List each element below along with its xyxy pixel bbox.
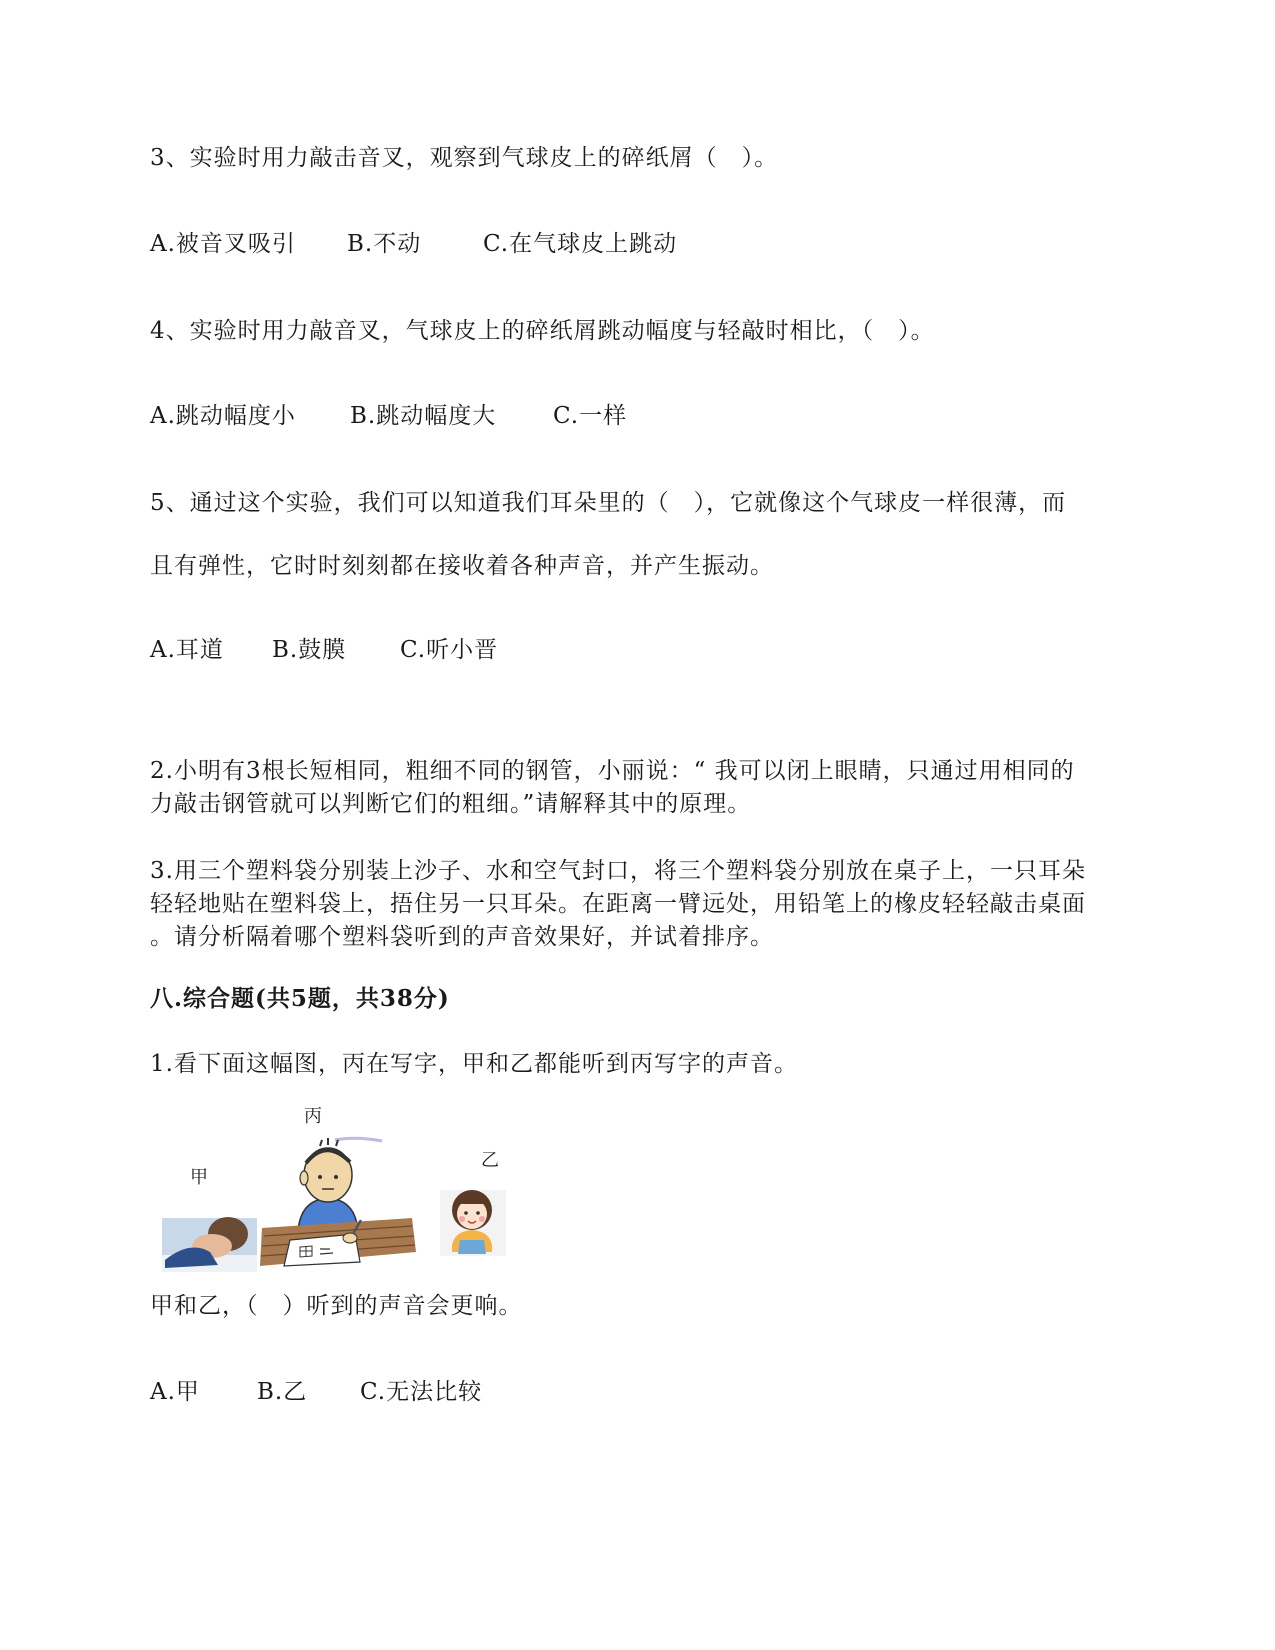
figure-label-bing: 丙 bbox=[304, 1106, 322, 1127]
q4-stem: 4、实验时用力敲音叉，气球皮上的碎纸屑跳动幅度与轻敲时相比，（ ）。 bbox=[150, 318, 935, 344]
person-yi-image bbox=[440, 1190, 506, 1256]
figure-label-yi: 乙 bbox=[481, 1150, 499, 1171]
section-heading: 八.综合题(共5题，共38分) bbox=[150, 985, 450, 1012]
q3-stem: 3、实验时用力敲击音叉，观察到气球皮上的碎纸屑（ ）。 bbox=[150, 145, 779, 171]
q4-option-c: C.一样 bbox=[553, 403, 628, 429]
q5-stem-line1: 5、通过这个实验，我们可以知道我们耳朵里的（ ），它就像这个气球皮一样很薄，而 bbox=[150, 490, 1067, 516]
section8-q1-stem: 1.看下面这幅图，丙在写字，甲和乙都能听到丙写字的声音。 bbox=[150, 1051, 798, 1077]
q5-stem-line2: 且有弹性，它时时刻刻都在接收着各种声音，并产生振动。 bbox=[150, 553, 774, 579]
q3-option-a: A.被音叉吸引 bbox=[150, 231, 296, 257]
q5-option-b: B.鼓膜 bbox=[272, 637, 347, 663]
short-answer-2-line2: 力敲击钢管就可以判断它们的粗细。”请解释其中的原理。 bbox=[150, 791, 752, 817]
q5-option-a: A.耳道 bbox=[150, 637, 224, 663]
short-answer-3-line1: 3.用三个塑料袋分别装上沙子、水和空气封口，将三个塑料袋分别放在桌子上，一只耳朵 bbox=[150, 858, 1086, 884]
short-answer-3-line3: 。请分析隔着哪个塑料袋听到的声音效果好，并试着排序。 bbox=[150, 924, 774, 950]
person-bing-image bbox=[260, 1138, 416, 1266]
q3-option-c: C.在气球皮上跳动 bbox=[483, 231, 678, 257]
section8-q1-option-a: A.甲 bbox=[150, 1379, 200, 1405]
q4-option-b: B.跳动幅度大 bbox=[350, 403, 497, 429]
section8-q1-option-c: C.无法比较 bbox=[360, 1379, 483, 1405]
q5-option-c: C.听小晋 bbox=[400, 637, 499, 663]
q3-option-b: B.不动 bbox=[347, 231, 422, 257]
section8-q1-sub: 甲和乙，（ ）听到的声音会更响。 bbox=[150, 1293, 523, 1319]
section8-q1-option-b: B.乙 bbox=[257, 1379, 308, 1405]
person-jia-image bbox=[162, 1217, 257, 1272]
q4-option-a: A.跳动幅度小 bbox=[150, 403, 296, 429]
short-answer-2-line1: 2.小明有3根长短相同，粗细不同的钢管，小丽说：“ 我可以闭上眼睛，只通过用相同的 bbox=[150, 758, 1075, 784]
short-answer-3-line2: 轻轻地贴在塑料袋上，捂住另一只耳朵。在距离一臂远处，用铅笔上的橡皮轻轻敲击桌面 bbox=[150, 891, 1086, 917]
figure-label-jia: 甲 bbox=[190, 1167, 208, 1188]
figure-illustration bbox=[150, 1100, 550, 1300]
